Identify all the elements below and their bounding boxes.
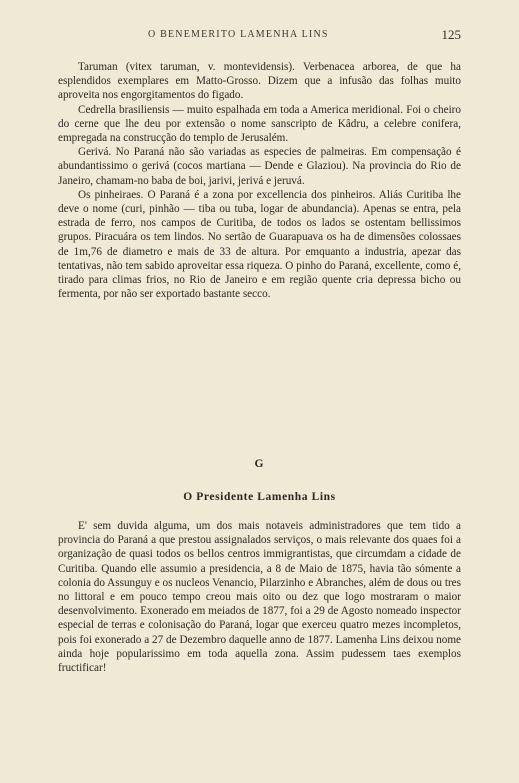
paragraph-pinheiraes: Os pinheiraes. O Paraná é a zona por excellencia dos pinheiros. Aliás Curitiba lhe deve o nome (curi, pinhão — tiba ou tuba, logar de abundancia). Apenas se entra, pela estrada de ferro, nos campos de Curitiba, de todos os lados se ostentam bellissimos grupos. Piracuára os tem lindos. No sertão de Guarapuava os ha de dimensões colossaes de 1m,76 de diametro e mais de 33 de altura. Por emquanto a industria, apezar das tentativas, não tem sabido aproveitar essa riqueza. O pinho do Paraná, excellente, como é, tirado para climas frios, no Rio de Janeiro e em região quente cria depressa bicho ou fermenta, por não ser exportado bastante secco. — [58, 188, 461, 301]
page-number: 125 — [441, 27, 461, 42]
section-body — [58, 519, 461, 675]
running-title: O BENEMERITO LAMENHA LINS — [148, 29, 329, 40]
section-letter: G — [254, 458, 265, 470]
paragraph-cedrella: Cedrella brasiliensis — muito espalhada em toda a America meridional. Foi o cheiro do cerne que lhe deu por extensão o nome sanscripto de Kâdru, a celebre conifera, empregada na construcção do templo de Jerusalém. — [58, 103, 461, 145]
paragraph-lamenha-lins: E' sem duvida alguma, um dos mais notaveis administradores que tem tido a provincia do Paraná a que prestou assignalados serviços, o mais relevante dos quaes foi a organização de quasi todos os bellos centros immigrantistas, que circumdam a cidade de Curitiba. Quando elle assumio a presidencia, a 8 de Maio de 1875, havia tão sómente a colonia do Assunguy e os nucleos Venancio, Pilarzinho e Abranches, além de dous ou tres no littoral e em pouco tempo creou mais oito ou dez que logo mostraram o maior desenvolvimento. Exonerado em meiados de 1877, foi a 29 de Agosto nomeado inspector especial de terras e colonisação do Paraná, logar que exerceu quatro mezes incompletos, pois foi exonerado a 27 de Dezembro daquelle anno de 1877. Lamenha Lins deixou nome ainda hoje popularissimo em toda aquella zona. Assim pudessem taes exemplos fructificar! — [58, 520, 461, 675]
running-header — [58, 27, 461, 45]
section-title: O Presidente Lamenha Lins — [183, 491, 336, 503]
paragraph-geriva: Gerivá. No Paraná não são variadas as especies de palmeiras. Em compensação é abundantissimo o gerivá (cocos martiana — Dende e Glaziou). Na provincia do Rio de Janeiro, chamam-no baba de boi, jarivi, jerivá e jeruvá. — [58, 146, 461, 187]
body-text — [58, 60, 461, 301]
paragraph-taruman: Taruman (vitex taruman, v. montevidensis). Verbenacea arborea, de que ha esplendidos exemplares em Matto-Grosso. Dizem que a infusão das folhas muito aproveita nos engorgitamentos do figado. — [58, 61, 461, 102]
